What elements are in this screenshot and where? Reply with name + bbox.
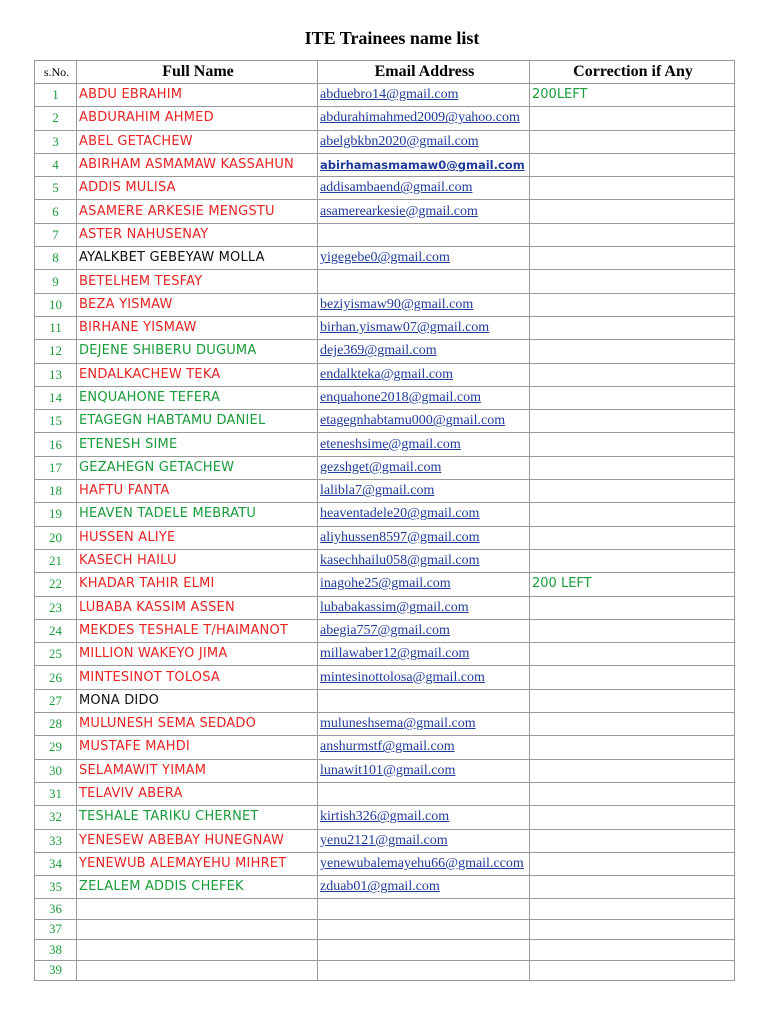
table-row — [35, 899, 735, 919]
table-row — [35, 223, 735, 246]
trainee-name: SELAMAWIT YIMAM — [77, 759, 318, 782]
correction-note — [530, 526, 735, 549]
correction-note — [530, 713, 735, 736]
trainee-name: ABDU EBRAHIM — [77, 84, 318, 107]
table-row — [35, 919, 735, 939]
row-number: 3 — [35, 130, 77, 153]
correction-note — [530, 363, 735, 386]
table-row — [35, 736, 735, 759]
table-row — [35, 806, 735, 829]
email-link[interactable]: abduebro14@gmail.com — [318, 84, 530, 107]
row-number: 27 — [35, 689, 77, 712]
correction-note — [530, 852, 735, 875]
email-link[interactable]: endalkteka@gmail.com — [318, 363, 530, 386]
header-row — [35, 61, 735, 84]
table-row — [35, 782, 735, 805]
table-row — [35, 433, 735, 456]
table-row — [35, 316, 735, 339]
table-row — [35, 829, 735, 852]
correction-note — [530, 759, 735, 782]
email-link[interactable]: lunawit101@gmail.com — [318, 759, 530, 782]
table-row — [35, 153, 735, 176]
correction-note — [530, 153, 735, 176]
email-link[interactable]: millawaber12@gmail.com — [318, 643, 530, 666]
correction-note — [530, 782, 735, 805]
row-number: 11 — [35, 316, 77, 339]
trainee-name: GEZAHEGN GETACHEW — [77, 456, 318, 479]
row-number: 6 — [35, 200, 77, 223]
trainee-name: YENESEW ABEBAY HUNEGNAW — [77, 829, 318, 852]
correction-note — [530, 200, 735, 223]
table-row — [35, 410, 735, 433]
trainee-name: TELAVIV ABERA — [77, 782, 318, 805]
trainee-name — [77, 960, 318, 980]
email-link — [318, 782, 530, 805]
trainee-name: BIRHANE YISMAW — [77, 316, 318, 339]
trainee-name — [77, 940, 318, 960]
trainee-name: BEZA YISMAW — [77, 293, 318, 316]
row-number: 25 — [35, 643, 77, 666]
table-row — [35, 293, 735, 316]
correction-note — [530, 549, 735, 572]
table-body — [35, 84, 735, 981]
correction-note — [530, 340, 735, 363]
correction-note — [530, 596, 735, 619]
row-number: 36 — [35, 899, 77, 919]
row-number: 19 — [35, 503, 77, 526]
email-link[interactable]: anshurmstf@gmail.com — [318, 736, 530, 759]
email-link[interactable]: abirhamasmamaw0@gmail.com — [318, 153, 530, 176]
row-number: 38 — [35, 940, 77, 960]
trainee-name — [77, 899, 318, 919]
table-row — [35, 643, 735, 666]
table-row — [35, 130, 735, 153]
table-row — [35, 363, 735, 386]
header-sno: s.No. — [35, 61, 77, 84]
table-row — [35, 666, 735, 689]
correction-note — [530, 829, 735, 852]
row-number: 18 — [35, 480, 77, 503]
trainee-name: ASTER NAHUSENAY — [77, 223, 318, 246]
table-row — [35, 456, 735, 479]
email-link[interactable]: deje369@gmail.com — [318, 340, 530, 363]
email-link[interactable]: kasechhailu058@gmail.com — [318, 549, 530, 572]
correction-note — [530, 433, 735, 456]
trainee-name: ADDIS MULISA — [77, 177, 318, 200]
email-link[interactable]: abdurahimahmed2009@yahoo.com — [318, 107, 530, 130]
row-number: 1 — [35, 84, 77, 107]
correction-note — [530, 689, 735, 712]
correction-note — [530, 316, 735, 339]
row-number: 29 — [35, 736, 77, 759]
trainee-name: HUSSEN ALIYE — [77, 526, 318, 549]
trainee-name: ASAMERE ARKESIE MENGSTU — [77, 200, 318, 223]
trainee-name: ETENESH SIME — [77, 433, 318, 456]
trainee-name: HEAVEN TADELE MEBRATU — [77, 503, 318, 526]
correction-note — [530, 480, 735, 503]
table-row — [35, 177, 735, 200]
trainee-name: MEKDES TESHALE T/HAIMANOT — [77, 619, 318, 642]
table-row — [35, 270, 735, 293]
table-row — [35, 689, 735, 712]
correction-note — [530, 919, 735, 939]
email-link[interactable]: aliyhussen8597@gmail.com — [318, 526, 530, 549]
email-link — [318, 940, 530, 960]
correction-note — [530, 876, 735, 899]
trainee-name: ABDURAHIM AHMED — [77, 107, 318, 130]
correction-note — [530, 940, 735, 960]
correction-note — [530, 410, 735, 433]
table-row — [35, 573, 735, 596]
trainee-name — [77, 919, 318, 939]
row-number: 21 — [35, 549, 77, 572]
row-number: 33 — [35, 829, 77, 852]
email-link[interactable]: asamerearkesie@gmail.com — [318, 200, 530, 223]
trainee-name: MINTESINOT TOLOSA — [77, 666, 318, 689]
row-number: 28 — [35, 713, 77, 736]
row-number: 17 — [35, 456, 77, 479]
email-link — [318, 223, 530, 246]
table-row — [35, 713, 735, 736]
correction-note — [530, 247, 735, 270]
table-row — [35, 940, 735, 960]
email-link — [318, 689, 530, 712]
row-number: 31 — [35, 782, 77, 805]
email-link[interactable]: eteneshsime@gmail.com — [318, 433, 530, 456]
row-number: 9 — [35, 270, 77, 293]
row-number: 26 — [35, 666, 77, 689]
email-link[interactable]: yenu2121@gmail.com — [318, 829, 530, 852]
table-row — [35, 480, 735, 503]
trainee-name: MONA DIDO — [77, 689, 318, 712]
email-link[interactable]: gezshget@gmail.com — [318, 456, 530, 479]
table-row — [35, 386, 735, 409]
row-number: 16 — [35, 433, 77, 456]
correction-note — [530, 736, 735, 759]
correction-note — [530, 386, 735, 409]
row-number: 5 — [35, 177, 77, 200]
correction-note — [530, 806, 735, 829]
table-row — [35, 619, 735, 642]
row-number: 39 — [35, 960, 77, 980]
trainees-table — [34, 60, 735, 981]
table-row — [35, 84, 735, 107]
email-link[interactable]: enquahone2018@gmail.com — [318, 386, 530, 409]
trainee-name: ENDALKACHEW TEKA — [77, 363, 318, 386]
email-link[interactable]: muluneshsema@gmail.com — [318, 713, 530, 736]
email-link — [318, 899, 530, 919]
row-number: 2 — [35, 107, 77, 130]
table-row — [35, 549, 735, 572]
row-number: 10 — [35, 293, 77, 316]
correction-note — [530, 666, 735, 689]
header-email-address: Email Address — [318, 61, 530, 84]
row-number: 24 — [35, 619, 77, 642]
trainee-name: HAFTU FANTA — [77, 480, 318, 503]
trainee-name: LUBABA KASSIM ASSEN — [77, 596, 318, 619]
row-number: 34 — [35, 852, 77, 875]
trainee-name: ENQUAHONE TEFERA — [77, 386, 318, 409]
email-link[interactable]: yenewubalemayehu66@gmail.ccom — [318, 852, 530, 875]
header-correction: Correction if Any — [530, 61, 735, 84]
correction-note — [530, 899, 735, 919]
trainee-name: TESHALE TARIKU CHERNET — [77, 806, 318, 829]
correction-note — [530, 270, 735, 293]
email-link — [318, 270, 530, 293]
page-title: ITE Trainees name list — [304, 28, 480, 48]
correction-note — [530, 960, 735, 980]
trainee-name: ETAGEGN HABTAMU DANIEL — [77, 410, 318, 433]
correction-note: 200LEFT — [530, 84, 735, 107]
email-link[interactable]: heaventadele20@gmail.com — [318, 503, 530, 526]
header-full-name: Full Name — [77, 61, 318, 84]
row-number: 7 — [35, 223, 77, 246]
email-link[interactable]: etagegnhabtamu000@gmail.com — [318, 410, 530, 433]
row-number: 37 — [35, 919, 77, 939]
table-row — [35, 503, 735, 526]
trainee-name: BETELHEM TESFAY — [77, 270, 318, 293]
correction-note — [530, 223, 735, 246]
row-number: 14 — [35, 386, 77, 409]
row-number: 13 — [35, 363, 77, 386]
table-row — [35, 852, 735, 875]
table-row — [35, 876, 735, 899]
email-link[interactable]: mintesinottolosa@gmail.com — [318, 666, 530, 689]
trainee-name: YENEWUB ALEMAYEHU MIHRET — [77, 852, 318, 875]
trainee-name: ZELALEM ADDIS CHEFEK — [77, 876, 318, 899]
email-link[interactable]: lalibla7@gmail.com — [318, 480, 530, 503]
table-row — [35, 526, 735, 549]
table-row — [35, 596, 735, 619]
row-number: 22 — [35, 573, 77, 596]
email-link[interactable]: abelgbkbn2020@gmail.com — [318, 130, 530, 153]
email-link[interactable]: kirtish326@gmail.com — [318, 806, 530, 829]
row-number: 30 — [35, 759, 77, 782]
row-number: 23 — [35, 596, 77, 619]
email-link[interactable]: inagohe25@gmail.com — [318, 573, 530, 596]
email-link[interactable]: yigegebe0@gmail.com — [318, 247, 530, 270]
row-number: 4 — [35, 153, 77, 176]
trainee-name: MILLION WAKEYO JIMA — [77, 643, 318, 666]
email-link — [318, 960, 530, 980]
email-link[interactable]: abegia757@gmail.com — [318, 619, 530, 642]
table-row — [35, 960, 735, 980]
correction-note — [530, 503, 735, 526]
email-link[interactable]: beziyismaw90@gmail.com — [318, 293, 530, 316]
row-number: 15 — [35, 410, 77, 433]
email-link[interactable]: birhan.yismaw07@gmail.com — [318, 316, 530, 339]
trainee-name: ABIRHAM ASMAMAW KASSAHUN — [77, 153, 318, 176]
correction-note — [530, 456, 735, 479]
table-row — [35, 340, 735, 363]
table-row — [35, 759, 735, 782]
correction-note: 200 LEFT — [530, 573, 735, 596]
row-number: 8 — [35, 247, 77, 270]
trainee-name: DEJENE SHIBERU DUGUMA — [77, 340, 318, 363]
table-row — [35, 247, 735, 270]
correction-note — [530, 130, 735, 153]
row-number: 20 — [35, 526, 77, 549]
correction-note — [530, 293, 735, 316]
trainee-name: AYALKBET GEBEYAW MOLLA — [77, 247, 318, 270]
table-row — [35, 200, 735, 223]
trainee-name: KHADAR TAHIR ELMI — [77, 573, 318, 596]
trainee-name: MULUNESH SEMA SEDADO — [77, 713, 318, 736]
correction-note — [530, 619, 735, 642]
row-number: 35 — [35, 876, 77, 899]
trainee-name: MUSTAFE MAHDI — [77, 736, 318, 759]
email-link[interactable]: zduab01@gmail.com — [318, 876, 530, 899]
email-link[interactable]: lubabakassim@gmail.com — [318, 596, 530, 619]
email-link — [318, 919, 530, 939]
row-number: 12 — [35, 340, 77, 363]
correction-note — [530, 643, 735, 666]
table-row — [35, 107, 735, 130]
trainee-name: ABEL GETACHEW — [77, 130, 318, 153]
row-number: 32 — [35, 806, 77, 829]
correction-note — [530, 107, 735, 130]
correction-note — [530, 177, 735, 200]
email-link[interactable]: addisambaend@gmail.com — [318, 177, 530, 200]
trainee-name: KASECH HAILU — [77, 549, 318, 572]
